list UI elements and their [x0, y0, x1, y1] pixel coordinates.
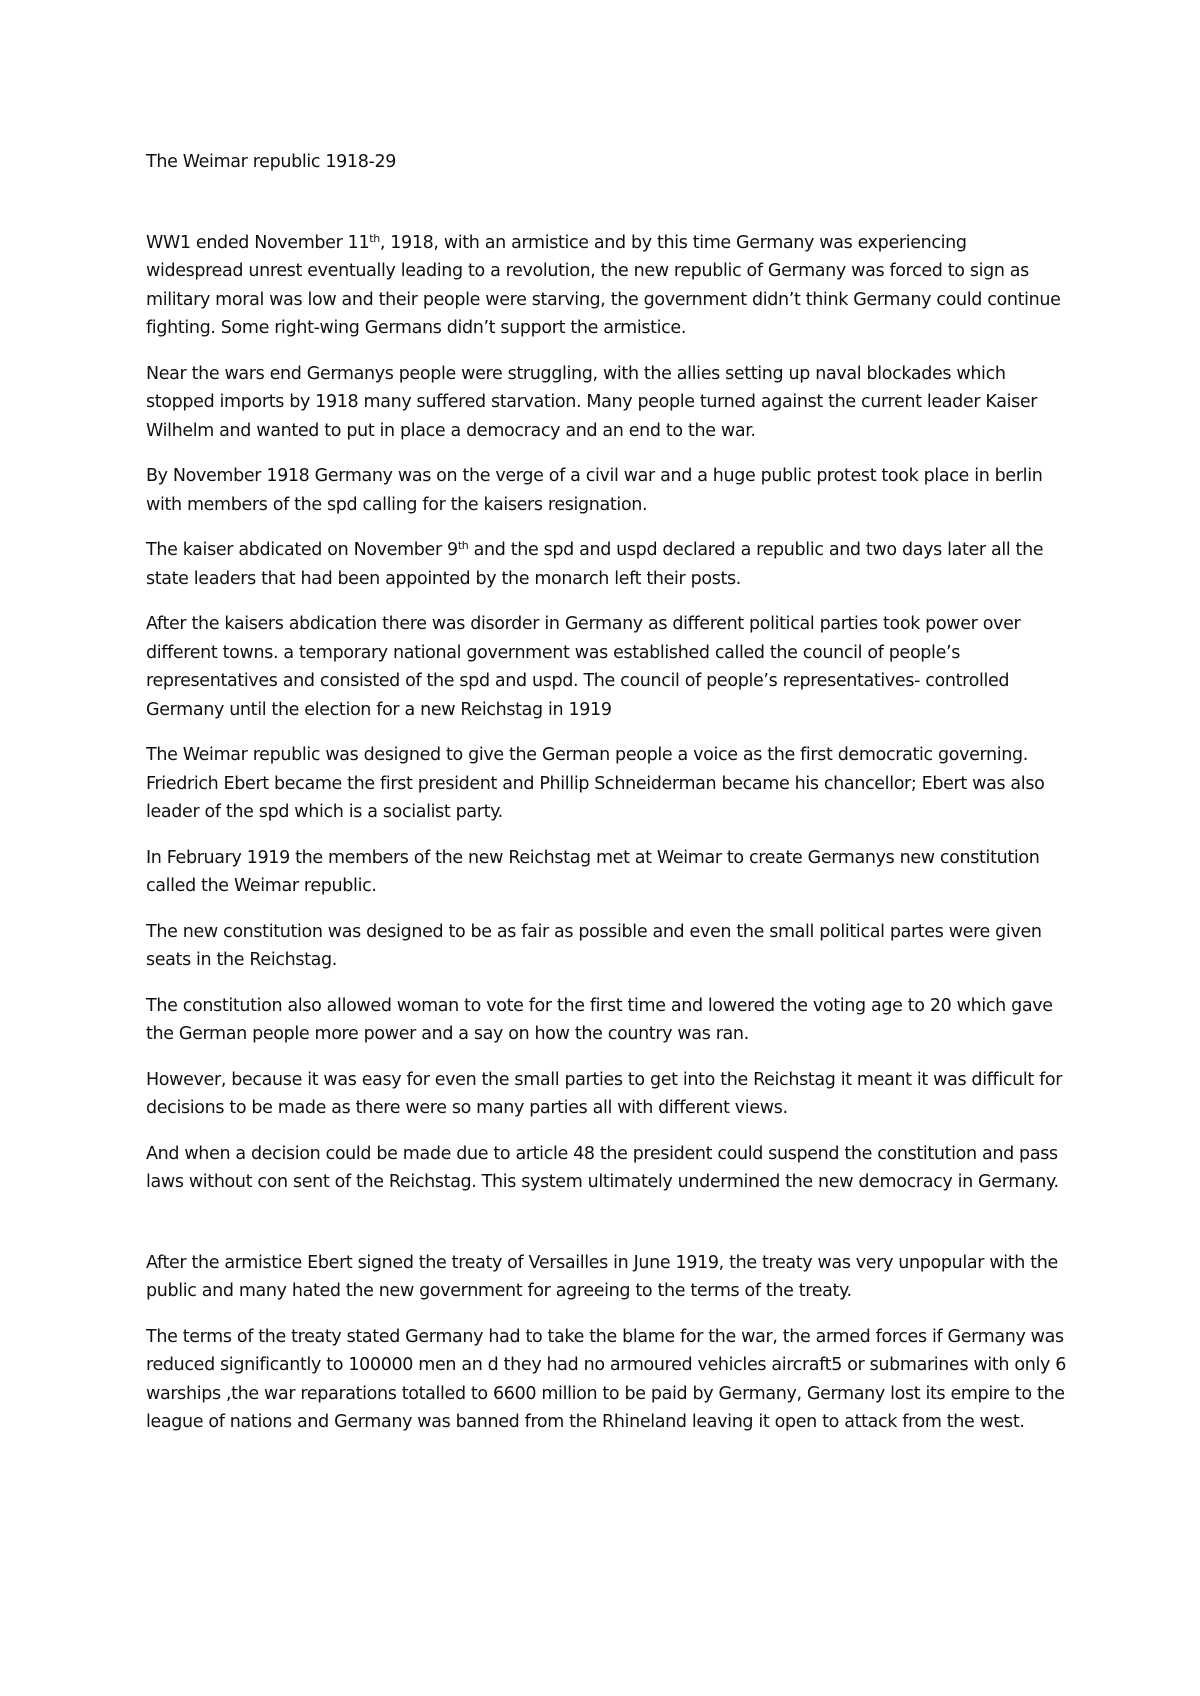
paragraph-disorder: After the kaisers abdication there was disorder in Germany as different political parties took power over different towns. a temporary national government was established called the council of people’s representatives and consisted of the spd and uspd. The council of people’s representatives- controlled Germany until the election for a new Reichstag in 1919 — [146, 614, 1021, 720]
paragraph-civil-war: By November 1918 Germany was on the verge of a civil war and a huge public protest took place in berlin with members of the spd calling for the kaisers resignation. — [146, 466, 1043, 515]
document-body — [146, 148, 1066, 1454]
paragraph-armistice — [146, 229, 1066, 343]
paragraph-versailles: After the armistice Ebert signed the treaty of Versailles in June 1919, the treaty was very unpopular with the public and many hated the new government for agreeing to the terms of the treaty. — [146, 1252, 1058, 1301]
paragraph-article-48: And when a decision could be made due to article 48 the president could suspend the constitution and pass laws without con sent of the Reichstag. This system ultimately undermined the new democracy in Germany. — [146, 1143, 1059, 1192]
paragraph-text: , 1918, with an armistice and by this time Germany was experiencing widespread unrest eventually leading to a revolution, the new republic of Germany was forced to sign as military moral was low and their people were starving, the government didn’t think Germany could continue fighting. Some right-wing Germans didn’t support the armistice. — [146, 232, 1061, 338]
paragraph-kaiser-abdicated — [146, 536, 1066, 593]
paragraph-text: WW1 ended November 11 — [146, 232, 370, 253]
ordinal-suffix: th — [369, 231, 380, 245]
ordinal-suffix: th — [457, 539, 469, 552]
document-title: The Weimar republic 1918-29 — [146, 152, 397, 172]
paragraph-treaty-terms: The terms of the treaty stated Germany had to take the blame for the war, the armed forces if Germany was reduced significantly to 100000 men an d they had no armoured vehicles aircraft5 or submarines with only 6 warships ,the war reparations totalled to 6600 million to be paid by Germany, Germany lost its empire to the league of nations and Germany was banned from the Rhineland leaving it open to attack from the west. — [146, 1326, 1066, 1432]
paragraph-woman-vote: The constitution also allowed woman to vote for the first time and lowered the voting age to 20 which gave the German people more power and a say on how the country was ran. — [146, 995, 1053, 1044]
paragraph-weimar-design: The Weimar republic was designed to give the German people a voice as the first democratic governing. Friedrich Ebert became the first president and Phillip Schneiderman became his chancellor; Ebert was also leader of the spd which is a socialist party. — [146, 745, 1045, 822]
paragraph-february-1919: In February 1919 the members of the new Reichstag met at Weimar to create Germanys new constitution called the Weimar republic. — [146, 847, 1040, 896]
paragraph-wars-end: Near the wars end Germanys people were struggling, with the allies setting up naval blockades which stopped imports by 1918 many suffered starvation. Many people turned against the current leader Kaiser Wilhelm and wanted to put in place a democracy and an end to the war. — [146, 363, 1038, 441]
paragraph-new-constitution: The new constitution was designed to be as fair as possible and even the small political partes were given seats in the Reichstag. — [146, 921, 1042, 970]
paragraph-text: and the spd and uspd declared a republic and two days later all the state leaders that had been appointed by the monarch left their posts. — [146, 540, 1044, 589]
paragraph-text: The kaiser abdicated on November 9 — [146, 540, 458, 560]
paragraph-small-parties: However, because it was easy for even the small parties to get into the Reichstag it meant it was difficult for decisions to be made as there were so many parties all with different views. — [146, 1069, 1063, 1118]
